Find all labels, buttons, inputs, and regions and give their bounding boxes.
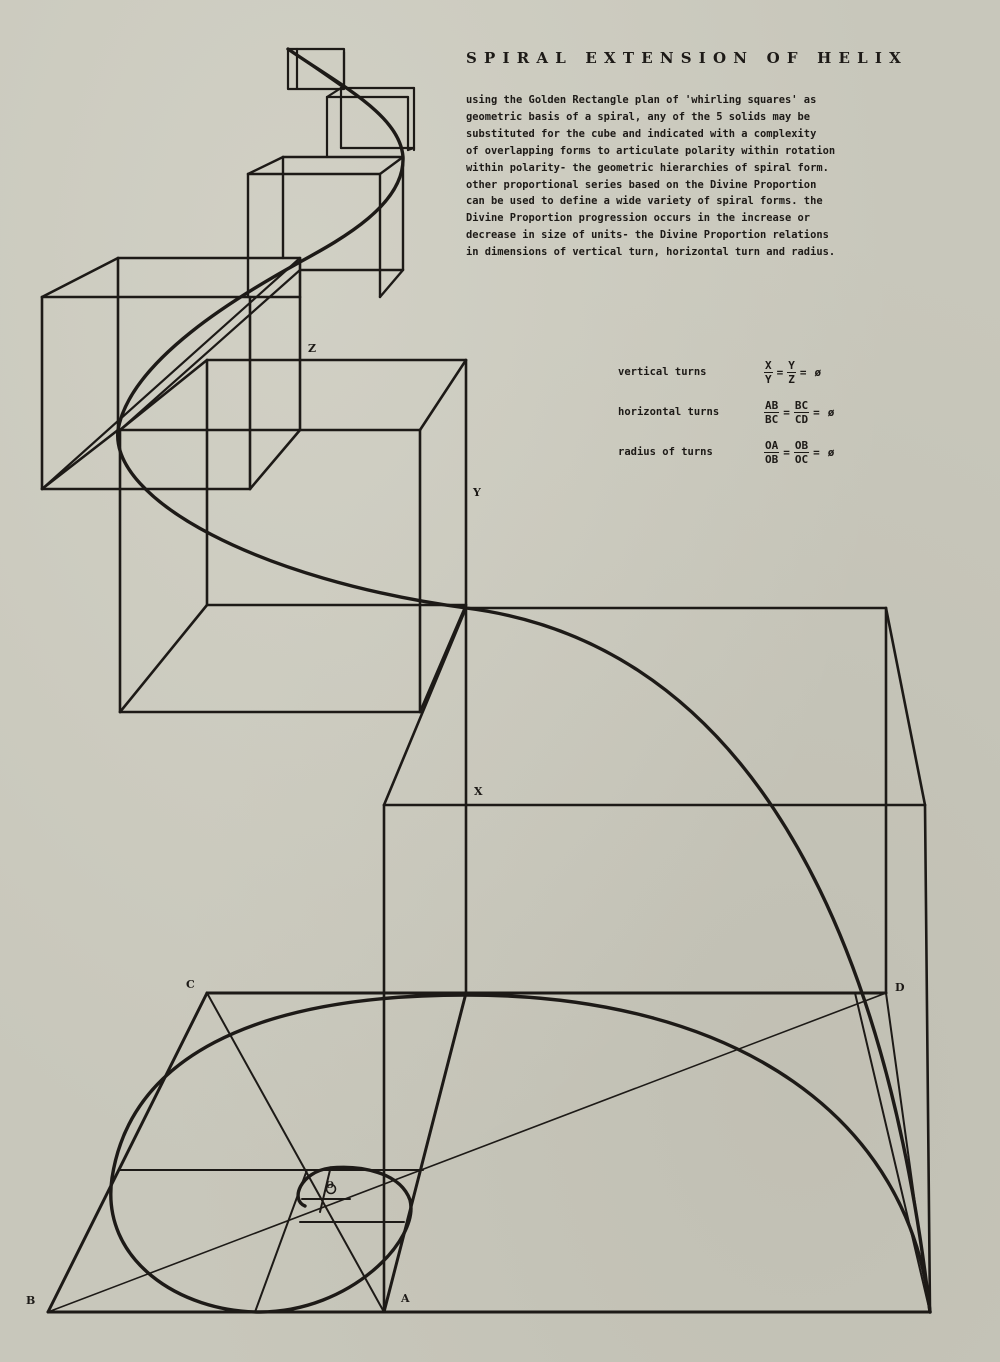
upper-box <box>248 157 403 297</box>
label-x: X <box>474 785 483 798</box>
bottom-large-box <box>48 993 930 1312</box>
denominator: OC <box>794 452 809 466</box>
numerator: Y <box>788 358 795 372</box>
fraction <box>764 439 779 466</box>
numerator: BC <box>794 398 809 412</box>
equals-sign: = <box>776 365 784 379</box>
numerator: AB <box>765 398 779 412</box>
numerator: OA <box>765 438 779 452</box>
numerator: X <box>765 358 772 372</box>
label-d: D <box>895 981 905 994</box>
formula-label: vertical turns <box>618 366 707 378</box>
label-c: C <box>186 978 195 991</box>
label-b: B <box>26 1294 36 1307</box>
diagonal-BD <box>48 993 886 1312</box>
denominator: Z <box>788 372 795 386</box>
description-line: geometric basis of a spiral, any of the 5 solids may be <box>466 110 811 123</box>
description-line: decrease in size of units- the Divine Proportion relations <box>466 229 829 242</box>
description-line: using the Golden Rectangle plan of 'whirling squares' as <box>466 94 817 106</box>
label-o: O <box>326 1181 334 1191</box>
phi-symbol: ø <box>814 365 822 379</box>
fraction <box>787 359 796 386</box>
numerator: OB <box>794 438 809 452</box>
description-line: within polarity- the geometric hierarchies of spiral form. <box>466 161 829 174</box>
denominator: CD <box>794 412 809 426</box>
fraction <box>764 359 773 386</box>
label-y: Y <box>473 486 481 499</box>
middle-box <box>120 360 466 712</box>
description-line: other proportional series based on the Divine Proportion <box>466 178 817 191</box>
page-title: SPIRAL EXTENSION OF HELIX <box>466 49 908 67</box>
description-line: can be used to define a wide variety of spiral forms. the <box>466 195 823 208</box>
equals-sign: = <box>799 365 807 379</box>
fraction <box>794 439 809 466</box>
plan-construction <box>120 993 423 1312</box>
formula-label: radius of turns <box>618 446 713 458</box>
fraction <box>794 399 809 426</box>
formula-horizontal-turns <box>618 392 888 432</box>
description-line: Divine Proportion progression occurs in the increase or <box>466 212 811 225</box>
label-a: A <box>401 1292 410 1305</box>
formula-radius-of-turns <box>618 432 888 472</box>
phi-symbol: ø <box>827 445 835 459</box>
formula-vertical-turns <box>618 352 888 392</box>
description-line: substituted for the cube and indicated with a complexity <box>466 127 817 140</box>
label-z: Z <box>308 342 317 355</box>
fraction <box>764 399 779 426</box>
denominator: OB <box>765 452 779 466</box>
description-line: of overlapping forms to articulate polarity within rotation <box>466 144 836 157</box>
equals-sign: = <box>813 405 820 419</box>
formula-label: horizontal turns <box>618 406 720 418</box>
equals-sign: = <box>783 405 790 419</box>
phi-symbol: ø <box>827 405 835 419</box>
description-line: in dimensions of vertical turn, horizontal turn and radius. <box>466 246 836 259</box>
denominator: BC <box>765 412 779 426</box>
equals-sign: = <box>813 445 820 459</box>
middle-right-box <box>384 360 930 1312</box>
proportion-formulas <box>618 352 888 472</box>
description-paragraph <box>466 92 976 261</box>
denominator: Y <box>765 372 772 386</box>
equals-sign: = <box>783 445 790 459</box>
